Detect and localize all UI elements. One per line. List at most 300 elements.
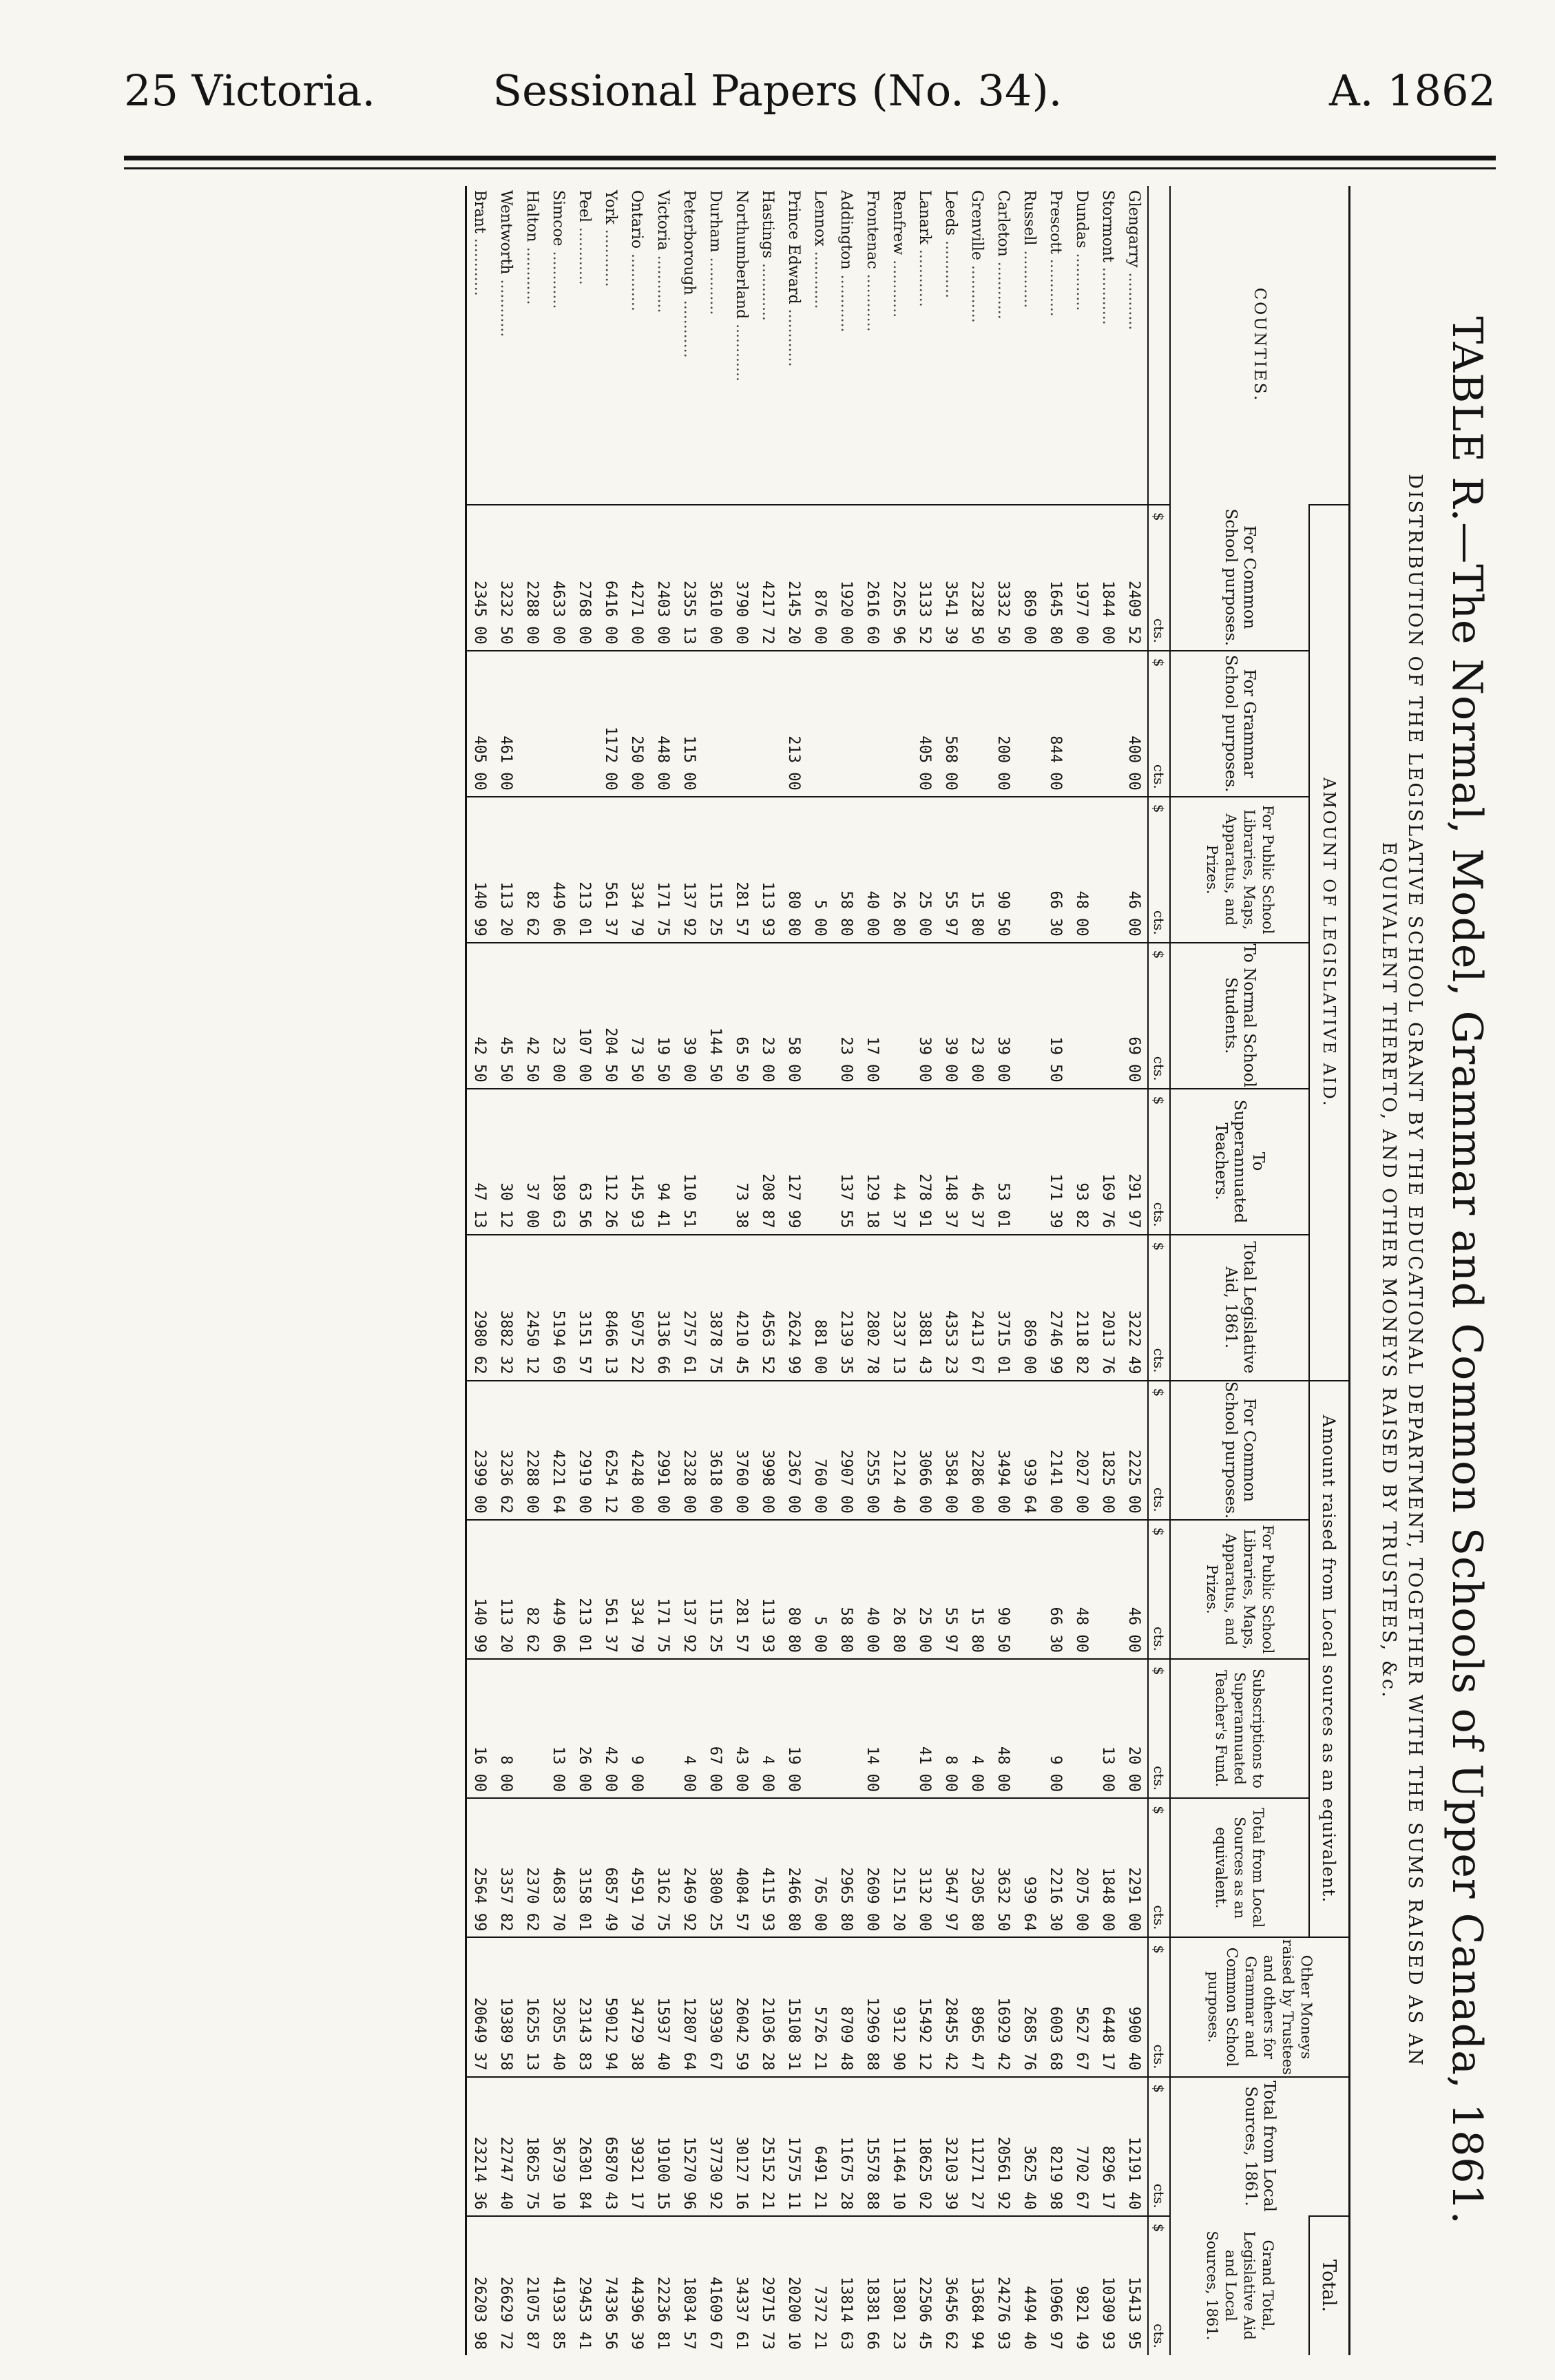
value-cell: [545, 943, 572, 1089]
value-cell: [493, 1937, 519, 2076]
value-cell: [519, 2077, 545, 2216]
value-cell: [729, 2216, 755, 2355]
cell-amount: 43 00: [733, 1746, 751, 1793]
value-cell: [1121, 2216, 1148, 2355]
value-cell: [1043, 1937, 1069, 2076]
cell-amount: 42 50: [523, 1036, 541, 1083]
cell-amount: 5075 22: [628, 1310, 646, 1375]
cell-amount: 844 00: [1047, 735, 1065, 791]
cell-amount: 113 20: [497, 881, 515, 937]
cell-amount: 3618 00: [707, 1449, 724, 1514]
value-cell: [938, 1659, 964, 1798]
value-cell: [1095, 943, 1121, 1089]
value-cell: [1069, 505, 1095, 651]
table-row: [1043, 186, 1069, 2355]
value-cell: [1069, 1235, 1095, 1381]
value-cell: [1095, 651, 1121, 797]
value-cell: [833, 2077, 859, 2216]
value-cell: [781, 1235, 807, 1381]
cell-amount: 6857 49: [602, 1867, 620, 1932]
cell-amount: 23 00: [968, 1036, 986, 1083]
county-name: Grenville .....: [964, 186, 990, 505]
value-cell: [886, 651, 912, 797]
value-cell: [912, 1659, 938, 1798]
cell-amount: 6003 68: [1047, 2006, 1065, 2071]
col-local-total: Total from Local Sources as an equivalent.: [1170, 1798, 1309, 1937]
total-group-header: Total.: [1309, 2216, 1350, 2355]
value-cell: [1043, 943, 1069, 1089]
cell-amount: 6416 00: [602, 581, 620, 645]
cell-amount: 334 79: [628, 1598, 646, 1653]
value-cell: [676, 1659, 702, 1798]
value-cell: [990, 2077, 1016, 2216]
cell-amount: 4221 64: [550, 1449, 567, 1514]
value-cell: [545, 1937, 572, 2076]
cell-amount: 3878 75: [707, 1310, 724, 1375]
cell-amount: 449 06: [550, 1598, 567, 1653]
unit-cell: $ cts.: [1148, 1659, 1170, 1798]
cell-amount: 568 00: [942, 735, 960, 791]
cell-amount: 80 80: [785, 890, 803, 937]
cell-amount: 39 00: [916, 1036, 934, 1083]
cell-amount: 939 64: [1021, 1876, 1039, 1932]
unit-cell: $ cts.: [1148, 651, 1170, 797]
value-cell: [886, 2077, 912, 2216]
cell-amount: 23214 36: [471, 2136, 489, 2210]
value-cell: [886, 505, 912, 651]
cell-amount: 2370 62: [523, 1867, 541, 1932]
value-cell: [833, 1235, 859, 1381]
cell-amount: 13801 23: [890, 2277, 908, 2350]
cell-amount: 94 41: [654, 1182, 672, 1229]
cell-amount: 250 00: [628, 735, 646, 791]
cell-amount: 2965 80: [837, 1867, 855, 1932]
cell-amount: 448 00: [654, 735, 672, 791]
value-cell: [519, 2216, 545, 2355]
value-cell: [964, 1798, 990, 1937]
cell-amount: 2991 00: [654, 1449, 672, 1514]
value-cell: [624, 505, 650, 651]
value-cell: [912, 1235, 938, 1381]
cell-amount: 22747 40: [497, 2136, 515, 2210]
cell-amount: 278 91: [916, 1173, 934, 1229]
cell-amount: 48 00: [1073, 1607, 1091, 1653]
cell-amount: 2124 40: [890, 1449, 908, 1514]
cell-amount: 37 00: [523, 1182, 541, 1229]
value-cell: [624, 1937, 650, 2076]
value-cell: [1016, 943, 1043, 1089]
value-cell: [781, 2077, 807, 2216]
value-cell: [807, 2216, 833, 2355]
value-cell: [833, 2216, 859, 2355]
value-cell: [1069, 1520, 1095, 1659]
county-name: Carleton .....: [990, 186, 1016, 505]
value-cell: [702, 651, 729, 797]
cell-amount: 1825 00: [1099, 1449, 1117, 1514]
cell-amount: 32055 40: [550, 1997, 567, 2071]
value-cell: [572, 797, 598, 943]
cell-amount: 2450 12: [523, 1310, 541, 1375]
col-grand-total: Grand Total, Legislative Aid and Local Sources, 1861.: [1170, 2216, 1309, 2355]
value-cell: [1043, 1381, 1069, 1520]
value-cell: [886, 1235, 912, 1381]
cell-amount: 9 00: [628, 1755, 646, 1793]
value-cell: [1016, 1659, 1043, 1798]
value-cell: [598, 1798, 624, 1937]
cell-amount: 2624 99: [785, 1310, 803, 1375]
value-cell: [650, 943, 676, 1089]
value-cell: [702, 1798, 729, 1937]
value-cell: [755, 2216, 781, 2355]
table-row: [572, 186, 598, 2355]
table-title: TABLE R.—The Normal, Model, Grammar and Common Schools of Upper Canada, 1861.: [1443, 316, 1491, 2225]
value-cell: [886, 1520, 912, 1659]
value-cell: [1095, 1937, 1121, 2076]
cell-amount: 2399 00: [471, 1449, 489, 1514]
table-row: [1095, 186, 1121, 2355]
value-cell: [493, 1381, 519, 1520]
cell-amount: 113 93: [759, 1598, 777, 1653]
cell-amount: 6448 17: [1099, 2006, 1117, 2071]
county-name: Wentworth .....: [493, 186, 519, 505]
value-cell: [624, 1381, 650, 1520]
cell-amount: 20 00: [1125, 1746, 1143, 1793]
county-name: Ontario .....: [624, 186, 650, 505]
table-row: [598, 186, 624, 2355]
value-cell: [1095, 2216, 1121, 2355]
value-cell: [650, 1937, 676, 2076]
cell-amount: 11464 10: [890, 2136, 908, 2210]
value-cell: [572, 1089, 598, 1235]
value-cell: [493, 651, 519, 797]
cell-amount: 39 00: [942, 1036, 960, 1083]
value-cell: [938, 505, 964, 651]
value-cell: [912, 2216, 938, 2355]
cell-amount: 26301 84: [576, 2136, 594, 2210]
value-cell: [676, 1798, 702, 1937]
cell-amount: 3494 00: [994, 1449, 1012, 1514]
value-cell: [833, 797, 859, 943]
cell-amount: 3800 25: [707, 1867, 724, 1932]
table-row: [650, 186, 676, 2355]
cell-amount: 2757 61: [680, 1310, 698, 1375]
cell-amount: 10966 97: [1047, 2277, 1065, 2350]
value-cell: [781, 1937, 807, 2076]
value-cell: [702, 505, 729, 651]
cell-amount: 59012 94: [602, 1997, 620, 2071]
value-cell: [624, 2077, 650, 2216]
unit-cell: $ cts.: [1148, 797, 1170, 943]
cell-amount: 3158 01: [576, 1867, 594, 1932]
cell-amount: 25 00: [916, 1607, 934, 1653]
cell-amount: 760 00: [811, 1459, 829, 1514]
value-cell: [729, 1520, 755, 1659]
value-cell: [676, 797, 702, 943]
value-cell: [572, 505, 598, 651]
unit-cell: $ cts.: [1148, 1520, 1170, 1659]
county-name: Durham .....: [702, 186, 729, 505]
value-cell: [886, 943, 912, 1089]
cell-amount: 58 80: [837, 1607, 855, 1653]
value-cell: [466, 1520, 494, 1659]
cell-amount: 869 00: [1021, 589, 1039, 645]
cell-amount: 2345 00: [471, 581, 489, 645]
value-cell: [466, 1659, 494, 1798]
value-cell: [938, 2216, 964, 2355]
value-cell: [1069, 797, 1095, 943]
cell-amount: 12969 88: [864, 1997, 881, 2071]
value-cell: [624, 1089, 650, 1235]
value-cell: [572, 1659, 598, 1798]
value-cell: [466, 1235, 494, 1381]
value-cell: [1043, 651, 1069, 797]
cell-amount: 3332 50: [994, 581, 1012, 645]
cell-amount: 19100 15: [654, 2136, 672, 2210]
value-cell: [1121, 1381, 1148, 1520]
value-cell: [1121, 1235, 1148, 1381]
cell-amount: 405 00: [916, 735, 934, 791]
county-name: Northumberland .....: [729, 186, 755, 505]
value-cell: [729, 797, 755, 943]
cell-amount: 3133 52: [916, 581, 934, 645]
cell-amount: 2919 00: [576, 1449, 594, 1514]
value-cell: [781, 943, 807, 1089]
cell-amount: 66 30: [1047, 890, 1065, 937]
value-cell: [676, 943, 702, 1089]
value-cell: [1095, 1798, 1121, 1937]
value-cell: [833, 651, 859, 797]
value-cell: [938, 1381, 964, 1520]
cell-amount: 2609 00: [864, 1867, 881, 1932]
value-cell: [859, 943, 886, 1089]
value-cell: [859, 2216, 886, 2355]
cell-amount: 2413 67: [968, 1310, 986, 1375]
cell-amount: 55 97: [942, 1607, 960, 1653]
value-cell: [1121, 797, 1148, 943]
cell-amount: 42 50: [471, 1036, 489, 1083]
value-cell: [912, 505, 938, 651]
value-cell: [702, 1235, 729, 1381]
value-cell: [466, 1381, 494, 1520]
cell-amount: 2802 78: [864, 1310, 881, 1375]
value-cell: [964, 1937, 990, 2076]
cell-amount: 16255 13: [523, 1997, 541, 2071]
value-cell: [729, 1381, 755, 1520]
value-cell: [598, 1520, 624, 1659]
value-cell: [493, 943, 519, 1089]
county-name: Hastings .....: [755, 186, 781, 505]
value-cell: [938, 2077, 964, 2216]
table-subtitle: [1375, 186, 1428, 2355]
value-cell: [466, 505, 494, 651]
cell-amount: 5 00: [811, 899, 829, 937]
cell-amount: 2403 00: [654, 581, 672, 645]
unit-cell: $ cts.: [1148, 943, 1170, 1089]
cell-amount: 24276 93: [994, 2277, 1012, 2350]
value-cell: [781, 1089, 807, 1235]
cell-amount: 55 97: [942, 890, 960, 937]
county-name: York .....: [598, 186, 624, 505]
value-cell: [572, 1798, 598, 1937]
cell-amount: 3132 00: [916, 1867, 934, 1932]
legislative-aid-group-header: AMOUNT OF LEGISLATIVE AID.: [1309, 505, 1350, 1381]
cell-amount: 45 50: [497, 1036, 515, 1083]
value-cell: [598, 505, 624, 651]
value-cell: [729, 1937, 755, 2076]
cell-amount: 29715 73: [759, 2277, 777, 2350]
county-name: Prescott .....: [1043, 186, 1069, 505]
value-cell: [676, 1235, 702, 1381]
cell-amount: 22506 45: [916, 2277, 934, 2350]
value-cell: [1016, 1381, 1043, 1520]
value-cell: [729, 943, 755, 1089]
cell-amount: 15270 96: [680, 2136, 698, 2210]
cell-amount: 2746 99: [1047, 1310, 1065, 1375]
cell-amount: 2328 00: [680, 1449, 698, 1514]
cell-amount: 137 92: [680, 881, 698, 937]
cell-amount: 65870 43: [602, 2136, 620, 2210]
cell-amount: 20561 92: [994, 2136, 1012, 2210]
cell-amount: 66 30: [1047, 1607, 1065, 1653]
value-cell: [755, 797, 781, 943]
county-name: Brant .....: [466, 186, 494, 505]
value-cell: [886, 1659, 912, 1798]
value-cell: [729, 2077, 755, 2216]
value-cell: [519, 797, 545, 943]
value-cell: [886, 1937, 912, 2076]
value-cell: [1016, 1798, 1043, 1937]
value-cell: [650, 651, 676, 797]
value-cell: [466, 651, 494, 797]
value-cell: [990, 1089, 1016, 1235]
county-name: Glengarry .....: [1121, 186, 1148, 505]
col-local-subscriptions: Subscriptions to Superannuated Teacher's Fund.: [1170, 1659, 1309, 1798]
cell-amount: 20649 37: [471, 1997, 489, 2071]
table-row: [859, 186, 886, 2355]
cell-amount: 58 00: [785, 1036, 803, 1083]
value-cell: [1043, 797, 1069, 943]
value-cell: [807, 943, 833, 1089]
value-cell: [466, 1937, 494, 2076]
value-cell: [598, 651, 624, 797]
value-cell: [519, 1089, 545, 1235]
value-cell: [729, 505, 755, 651]
cell-amount: 41609 67: [707, 2277, 724, 2350]
cell-amount: 23 00: [837, 1036, 855, 1083]
cell-amount: 15492 12: [916, 1997, 934, 2071]
cell-amount: 6254 12: [602, 1449, 620, 1514]
cell-amount: 90 50: [994, 890, 1012, 937]
col-local-common: For Common School purposes.: [1170, 1381, 1309, 1520]
cell-amount: 4271 00: [628, 581, 646, 645]
cell-amount: 561 37: [602, 1598, 620, 1653]
value-cell: [1043, 1235, 1069, 1381]
col-aid-normal: To Normal School Students.: [1170, 943, 1309, 1089]
county-name: Simcoe .....: [545, 186, 572, 505]
value-cell: [545, 2077, 572, 2216]
value-cell: [624, 1520, 650, 1659]
cell-amount: 41 00: [916, 1746, 934, 1793]
value-cell: [545, 1520, 572, 1659]
county-name: Halton .....: [519, 186, 545, 505]
cell-amount: 65 50: [733, 1036, 751, 1083]
value-cell: [833, 505, 859, 651]
cell-amount: 4494 40: [1021, 2286, 1039, 2350]
value-cell: [1043, 1089, 1069, 1235]
cell-amount: 16 00: [471, 1746, 489, 1793]
value-cell: [650, 2077, 676, 2216]
value-cell: [572, 1381, 598, 1520]
cell-amount: 3236 62: [497, 1449, 515, 1514]
cell-amount: 2288 00: [523, 581, 541, 645]
value-cell: [572, 2077, 598, 2216]
value-cell: [755, 943, 781, 1089]
cell-amount: 213 01: [576, 881, 594, 937]
cell-amount: 213 01: [576, 1598, 594, 1653]
unit-cell: $ cts.: [1148, 2216, 1170, 2355]
cell-amount: 449 06: [550, 881, 567, 937]
unit-cell: $ cts.: [1148, 505, 1170, 651]
cell-amount: 73 38: [733, 1182, 751, 1229]
cell-amount: 19389 58: [497, 1997, 515, 2071]
cell-amount: 5 00: [811, 1616, 829, 1653]
value-cell: [912, 651, 938, 797]
value-cell: [1016, 505, 1043, 651]
value-cell: [729, 1235, 755, 1381]
table-row: [938, 186, 964, 2355]
value-cell: [702, 1937, 729, 2076]
cell-amount: 25 00: [916, 890, 934, 937]
value-cell: [990, 505, 1016, 651]
cell-amount: 3760 00: [733, 1449, 751, 1514]
cell-amount: 2216 30: [1047, 1867, 1065, 1932]
table-row: [466, 186, 494, 2355]
value-cell: [938, 1937, 964, 2076]
value-cell: [1043, 2077, 1069, 2216]
cell-amount: 19 00: [785, 1746, 803, 1793]
value-cell: [859, 797, 886, 943]
value-cell: [466, 1798, 494, 1937]
value-cell: [1069, 651, 1095, 797]
unit-cell: $ cts.: [1148, 1235, 1170, 1381]
cell-amount: 1920 00: [837, 581, 855, 645]
value-cell: [1095, 1520, 1121, 1659]
cell-amount: 21075 87: [523, 2277, 541, 2350]
county-name: Addington .....: [833, 186, 859, 505]
cell-amount: 8296 17: [1099, 2145, 1117, 2210]
value-cell: [1069, 1381, 1095, 1520]
value-cell: [1069, 943, 1095, 1089]
cell-amount: 2367 00: [785, 1449, 803, 1514]
value-cell: [886, 1381, 912, 1520]
cell-amount: 26 80: [890, 890, 908, 937]
cell-amount: 140 99: [471, 1598, 489, 1653]
counties-header: COUNTIES.: [1170, 186, 1350, 505]
value-cell: [755, 651, 781, 797]
value-cell: [1121, 1937, 1148, 2076]
value-cell: [519, 651, 545, 797]
value-cell: [755, 1937, 781, 2076]
value-cell: [466, 2216, 494, 2355]
cell-amount: 2145 20: [785, 581, 803, 645]
cell-amount: 34729 38: [628, 1997, 646, 2071]
cell-amount: 148 37: [942, 1173, 960, 1229]
cell-amount: 46 00: [1125, 1607, 1143, 1653]
value-cell: [807, 1798, 833, 1937]
cell-amount: 14 00: [864, 1746, 881, 1793]
county-name: Renfrew .....: [886, 186, 912, 505]
cell-amount: 2265 96: [890, 581, 908, 645]
